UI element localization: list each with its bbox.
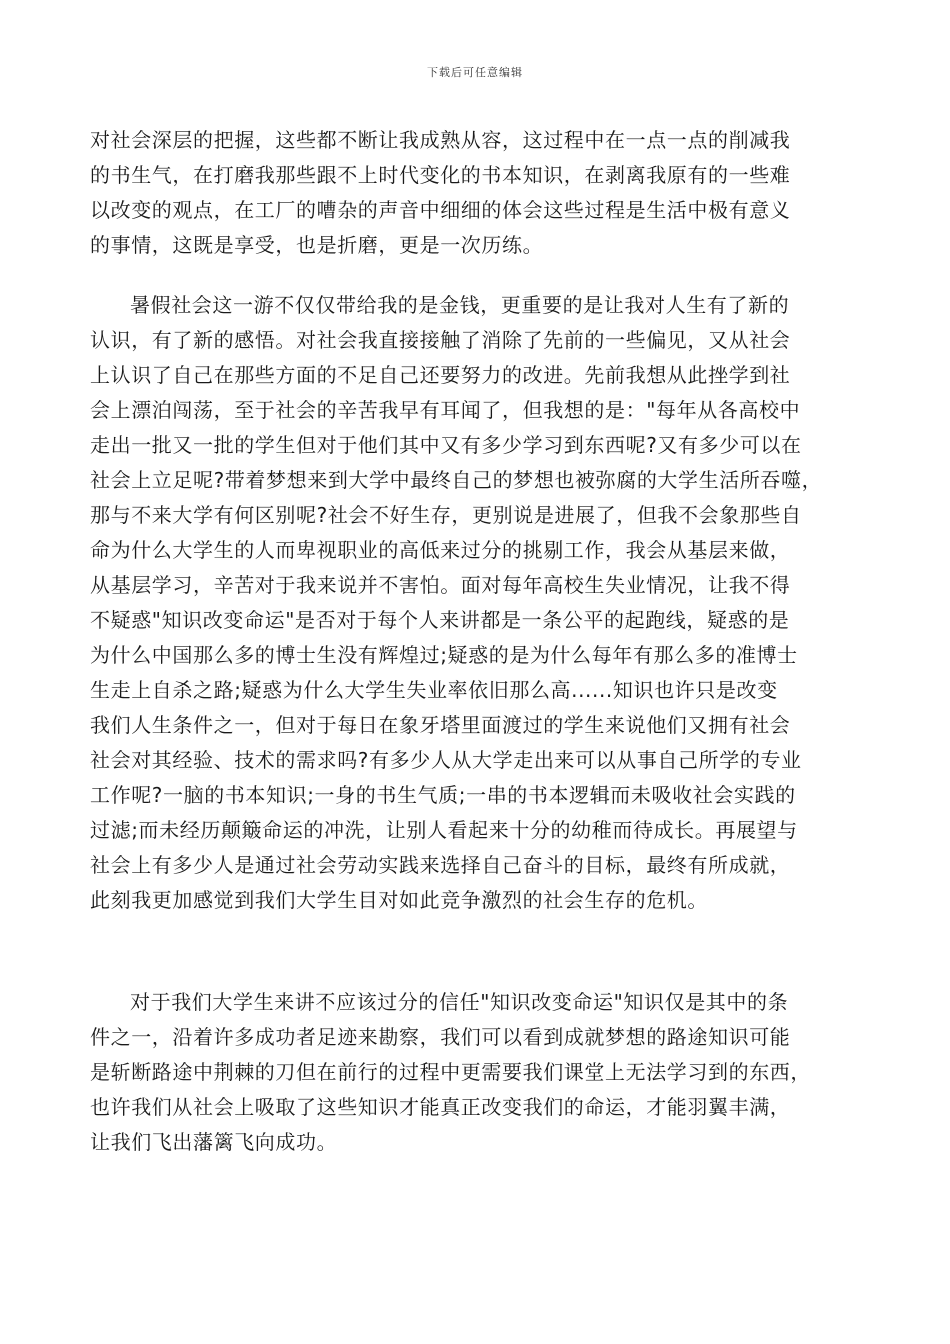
paragraph-2 — [90, 288, 870, 918]
text-line: 让我们飞出藩篱飞向成功。 — [90, 1130, 338, 1154]
text-line: 的书生气，在打磨我那些跟不上时代变化的书本知识，在剥离我原有的一些难 — [90, 163, 791, 187]
text-line: 也许我们从社会上吸取了这些知识才能真正改变我们的命运，才能羽翼丰满， — [90, 1095, 791, 1119]
text-line: 我们人生条件之一，但对于每日在象牙塔里面渡过的学生来说他们又拥有社会 — [90, 713, 791, 737]
text-line: 命为什么大学生的人而卑视职业的高低来过分的挑剔工作，我会从基层来做， — [90, 538, 791, 562]
text-line: 此刻我更加感觉到我们大学生目对如此竞争激烈的社会生存的危机。 — [90, 888, 708, 912]
text-line: 上认识了自己在那些方面的不足自己还要努力的改进。先前我想从此挫学到社 — [90, 363, 791, 387]
text-line: 社会上立足呢?带着梦想来到大学中最终自己的梦想也被弥腐的大学生活所吞噬， — [90, 468, 823, 492]
text-line: 暑假社会这一游不仅仅带给我的是金钱，更重要的是让我对人生有了新的 — [130, 293, 790, 317]
text-line: 社会对其经验、技术的需求吗?有多少人从大学走出来可以从事自己所学的专业 — [90, 748, 802, 772]
text-line: 走出一批又一批的学生但对于他们其中又有多少学习到东西呢?又有多少可以在 — [90, 433, 802, 457]
text-line: 件之一，沿着许多成功者足迹来勘察，我们可以看到成就梦想的路途知识可能 — [90, 1025, 791, 1049]
text-line: 那与不来大学有何区别呢?社会不好生存，更别说是进展了，但我不会象那些自 — [90, 503, 802, 527]
text-line: 对于我们大学生来讲不应该过分的信任"知识改变命运"知识仅是其中的条 — [130, 990, 789, 1014]
page-header: 下载后可任意编辑 — [427, 66, 523, 79]
text-line: 对社会深层的把握，这些都不断让我成熟从容，这过程中在一点一点的削减我 — [90, 128, 791, 152]
text-line: 工作呢?一脑的书本知识;一身的书生气质;一串的书本逻辑而未吸收社会实践的 — [90, 783, 796, 807]
text-line: 的事情，这既是享受，也是折磨，更是一次历练。 — [90, 233, 544, 257]
text-line: 认识，有了新的感悟。对社会我直接接触了消除了先前的一些偏见，又从社会 — [90, 328, 791, 352]
text-line: 以改变的观点，在工厂的嘈杂的声音中细细的体会这些过程是生活中极有意义 — [90, 198, 791, 222]
text-line: 不疑惑"知识改变命运"是否对于每个人来讲都是一条公平的起跑线，疑惑的是 — [90, 608, 790, 632]
text-line: 为什么中国那么多的博士生没有辉煌过;疑惑的是为什么每年有那么多的准博士 — [90, 643, 798, 667]
text-line: 社会上有多少人是通过社会劳动实践来选择自己奋斗的目标，最终有所成就， — [90, 853, 791, 877]
text-line: 会上漂泊闯荡，至于社会的辛苦我早有耳闻了，但我想的是："每年从各高校中 — [90, 398, 801, 422]
paragraph-1 — [90, 123, 870, 263]
text-line: 是斩断路途中荆棘的刀但在前行的过程中更需要我们课堂上无法学习到的东西， — [90, 1060, 811, 1084]
paragraph-3 — [90, 985, 870, 1160]
text-line: 过滤;而未经历颠簸命运的冲洗，让别人看起来十分的幼稚而待成长。再展望与 — [90, 818, 798, 842]
text-line: 生走上自杀之路;疑惑为什么大学生失业率依旧那么高......知识也许只是改变 — [90, 678, 778, 702]
text-line: 从基层学习，辛苦对于我来说并不害怕。面对每年高校生失业情况，让我不得 — [90, 573, 791, 597]
